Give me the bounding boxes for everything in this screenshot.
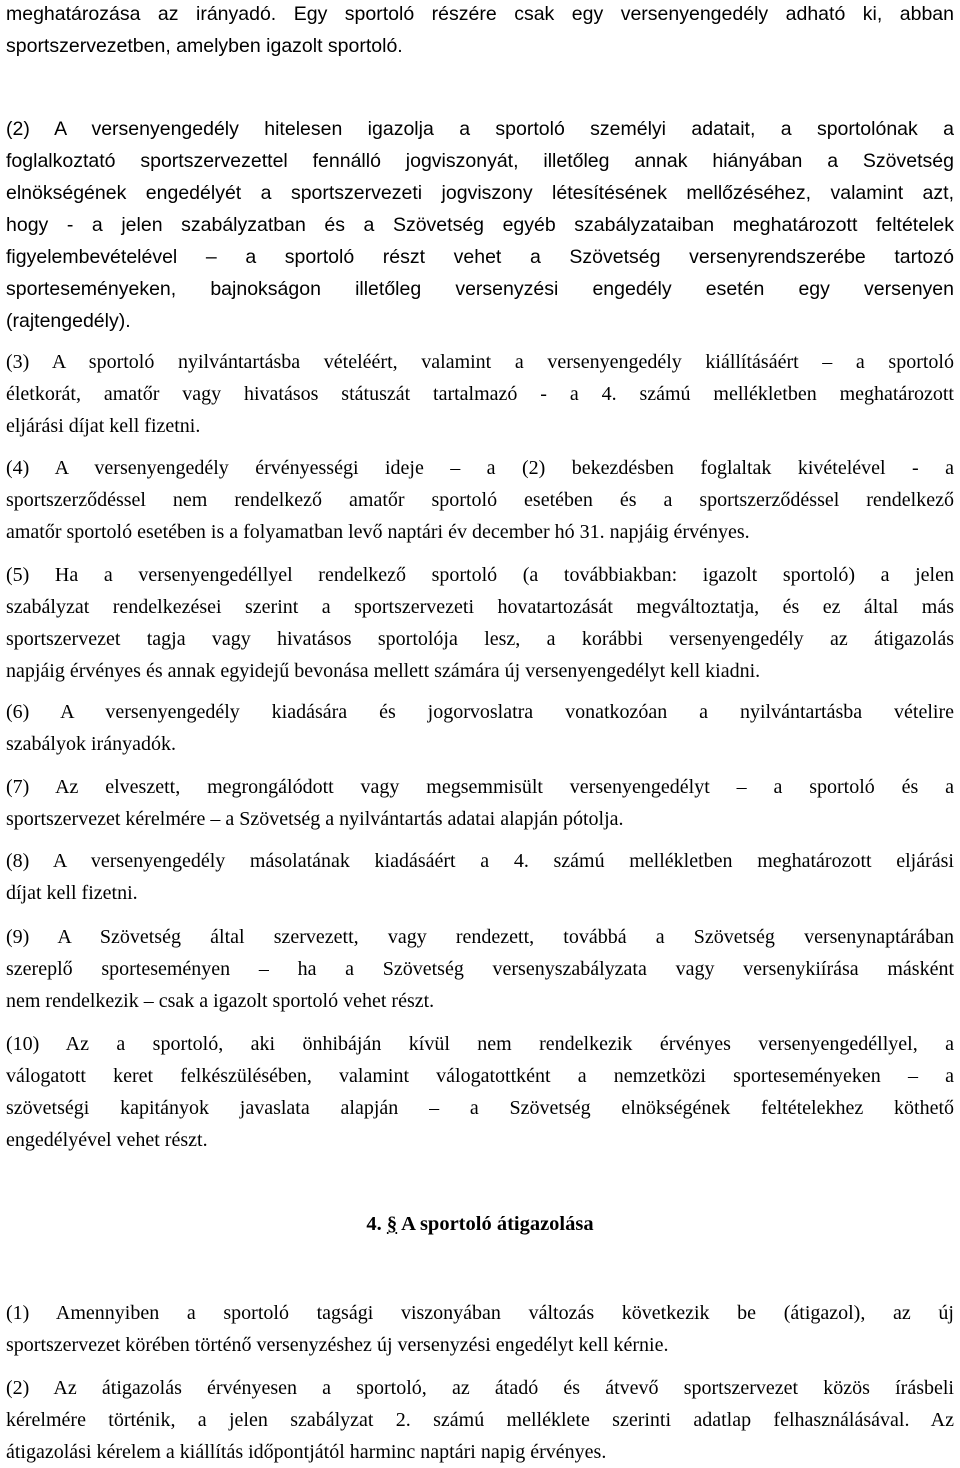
paragraph-line: kérelmére történik, a jelen szabályzat 2. számú melléklete szerinti adatlap felhasználásával. Az bbox=[6, 1409, 954, 1431]
paragraph-line: hogy - a jelen szabályzatban és a Szövetség egyéb szabályzataiban meghatározott feltételek bbox=[6, 214, 954, 236]
paragraph-line: sporteseményeken, bajnokságon illetőleg versenyzési engedély esetén egy versenyen bbox=[6, 278, 954, 300]
paragraph-line: válogatott keret felkészülésében, valamint válogatottként a nemzetközi sporteseményeken – a bbox=[6, 1065, 954, 1087]
paragraph-line: (rajtengedély). bbox=[6, 310, 131, 332]
paragraph-line: szereplő sporteseményen – ha a Szövetség versenyszabályzata vagy versenykiírása másként bbox=[6, 958, 954, 980]
section-symbol: § bbox=[386, 1213, 398, 1235]
paragraph-line: sportszervezet kérelmére – a Szövetség a nyilvántartás adatai alapján pótolja. bbox=[6, 808, 624, 830]
paragraph-line: díjat kell fizetni. bbox=[6, 882, 138, 904]
paragraph-line: átigazolási kérelem a kiállítás időpontjától harminc naptári napig érvényes. bbox=[6, 1441, 607, 1463]
section-heading bbox=[6, 1211, 954, 1237]
paragraph-line: szabályzat rendelkezései szerint a sportszervezeti hovatartozását megváltoztatja, és ez által más bbox=[6, 596, 954, 618]
paragraph-line: (2) Az átigazolás érvényesen a sportoló, az átadó és átvevő sportszervezet közös írásbeli bbox=[6, 1377, 954, 1399]
paragraph-line: (5) Ha a versenyengedéllyel rendelkező sportoló (a továbbiakban: igazolt sportoló) a jelen bbox=[6, 564, 954, 586]
paragraph-line: meghatározása az irányadó. Egy sportoló részére csak egy versenyengedély adható ki, abban bbox=[6, 3, 954, 25]
paragraph-line: foglalkoztató sportszervezettel fennálló jogviszonyát, illetőleg annak hiányában a Szövetség bbox=[6, 150, 954, 172]
paragraph-line: amatőr sportoló esetében is a folyamatban levő naptári év december hó 31. napjáig érvényes. bbox=[6, 521, 750, 543]
paragraph-line: sportszervezet körében történő versenyzéshez új versenyzési engedélyt kell kérnie. bbox=[6, 1334, 669, 1356]
paragraph-line: életkorát, amatőr vagy hivatásos státuszát tartalmazó - a 4. számú mellékletben meghatározott bbox=[6, 383, 954, 405]
paragraph-line: szövetségi kapitányok javaslata alapján – a Szövetség elnökségének feltételekhez köthető bbox=[6, 1097, 954, 1119]
paragraph-line: (2) A versenyengedély hitelesen igazolja a sportoló személyi adatait, a sportolónak a bbox=[6, 118, 954, 140]
paragraph-line: sportszervezet tagja vagy hivatásos sportolója lesz, a korábbi versenyengedély az átigazolás bbox=[6, 628, 954, 650]
paragraph-line: (4) A versenyengedély érvényességi ideje – a (2) bekezdésben foglaltak kivételével - a bbox=[6, 457, 954, 479]
section-number: 4. bbox=[366, 1213, 382, 1235]
paragraph-line: (3) A sportoló nyilvántartásba vételéért, valamint a versenyengedély kiállításáért – a sportoló bbox=[6, 351, 954, 373]
paragraph-line: (9) A Szövetség által szervezett, vagy rendezett, továbbá a Szövetség versenynaptárában bbox=[6, 926, 954, 948]
paragraph-line: elnökségének engedélyét a sportszervezeti jogviszony létesítésének mellőzéséhez, valamint azt, bbox=[6, 182, 954, 204]
paragraph-line: napjáig érvényes és annak egyidejű bevonása mellett számára új versenyengedélyt kell kiadni. bbox=[6, 660, 761, 682]
paragraph-line: engedélyével vehet részt. bbox=[6, 1129, 208, 1151]
paragraph-line: nem rendelkezik – csak a igazolt sportoló vehet részt. bbox=[6, 990, 435, 1012]
paragraph-line: (1) Amennyiben a sportoló tagsági viszonyában változás következik be (átigazol), az új bbox=[6, 1302, 954, 1324]
section-title: A sportoló átigazolása bbox=[401, 1213, 594, 1235]
paragraph-line: sportszervezetben, amelyben igazolt sportoló. bbox=[6, 35, 403, 57]
paragraph-line: eljárási díjat kell fizetni. bbox=[6, 415, 201, 437]
paragraph-line: (8) A versenyengedély másolatának kiadásáért a 4. számú mellékletben meghatározott eljárási bbox=[6, 850, 954, 872]
paragraph-line: (6) A versenyengedély kiadására és jogorvoslatra vonatkozóan a nyilvántartásba vételire bbox=[6, 701, 954, 723]
paragraph-line: (10) Az a sportoló, aki önhibáján kívül nem rendelkezik érvényes versenyengedéllyel, a bbox=[6, 1033, 954, 1055]
paragraph-line: (7) Az elveszett, megrongálódott vagy megsemmisült versenyengedélyt – a sportoló és a bbox=[6, 776, 954, 798]
paragraph-line: figyelembevételével – a sportoló részt vehet a Szövetség versenyrendszerébe tartozó bbox=[6, 246, 954, 268]
paragraph-line: sportszerződéssel nem rendelkező amatőr sportoló esetében és a sportszerződéssel rendelkező bbox=[6, 489, 954, 511]
paragraph-line: szabályok irányadók. bbox=[6, 733, 176, 755]
